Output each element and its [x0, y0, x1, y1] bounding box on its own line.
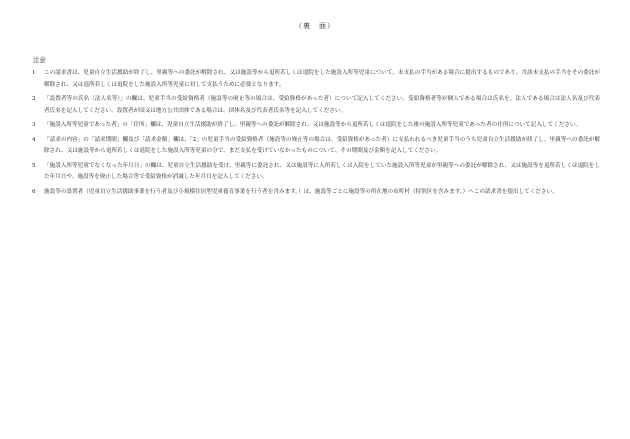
note-item — [32, 135, 600, 158]
note-text: この請求書は、児童自立生活援助が終了し、里親等への委託が解除され、又は施設等から退所若しくは退院をした施設入所等児童について、未支払の手当がある場合に提出するものであり、当該未支払の手当をその委託が解除され、又は退所若しくは退院をした施設入所等児童に対して支払うために必要となります。 — [44, 70, 600, 88]
note-number: 1 — [32, 70, 36, 76]
note-text: 「請求の内容」の「請求期間」欄及び「請求金額」欄は、「2」の児童手当の受給資格者（施設等の廃止等の場合は、受給資格があった者）に支払われるべき児童手当のうち児童自立生活援助が終了し、里親等への委託が解除され、又は施設等から退所若しくは退院をした施設入所等児童の分で、まだ支払を受けていなかったものについて、その期間及び金額を記入してください。 — [44, 136, 600, 154]
note-item — [32, 94, 600, 117]
note-item — [32, 68, 600, 91]
note-number: 2 — [32, 96, 36, 102]
notes-list — [32, 68, 600, 201]
note-text: 「設置者等の氏名（法人名等）」の欄は、児童手当の受給資格者（施設等の廃止等の場合は、受給資格があった者）について記入してください。受給資格者等が個人である場合は氏名を、法人である場合は法人名及び代表者氏名を記入してください。設置者が国又は地方公共団体である場合は、団体名及び代表者氏名等を記入してください。 — [44, 96, 600, 114]
note-number: 3 — [32, 122, 36, 128]
note-item — [32, 120, 600, 132]
note-text: 「施設入所等児童でなくなった年月日」の欄は、児童自立生活援助を受け、里親等に委託され、又は施設等に入所若しくは入院をしていた施設入所等児童が里親等への委託が解除され、又は施設等を退所若しくは退院をした年月日や、施設等を廃止した場合等で受給資格が消滅した年月日を記入してください。 — [44, 162, 600, 180]
note-item — [32, 161, 600, 184]
note-text: 施設等の設置者（児童自立生活援助事業を行う者及び小規模住居型児童養育事業を行う者を含みます。）は、施設等ごとに施設等の所在地の市町村（特別区を含みます。）へこの請求書を提出してください。 — [44, 188, 558, 195]
note-item — [32, 187, 600, 199]
note-number: 4 — [32, 136, 36, 143]
note-text: 「施設入所等児童であった者」の「住所」欄は、児童自立生活援助が終了し、里親等への委託が解除され、又は施設等から退所若しくは退院をした後の施設入所等児童であった者の住所について記入してください。 — [44, 122, 582, 128]
note-number: 6 — [32, 188, 36, 195]
notes-title: 注意 — [33, 56, 46, 64]
page-heading: （裏 面） — [295, 22, 335, 30]
note-number: 5 — [32, 162, 36, 169]
